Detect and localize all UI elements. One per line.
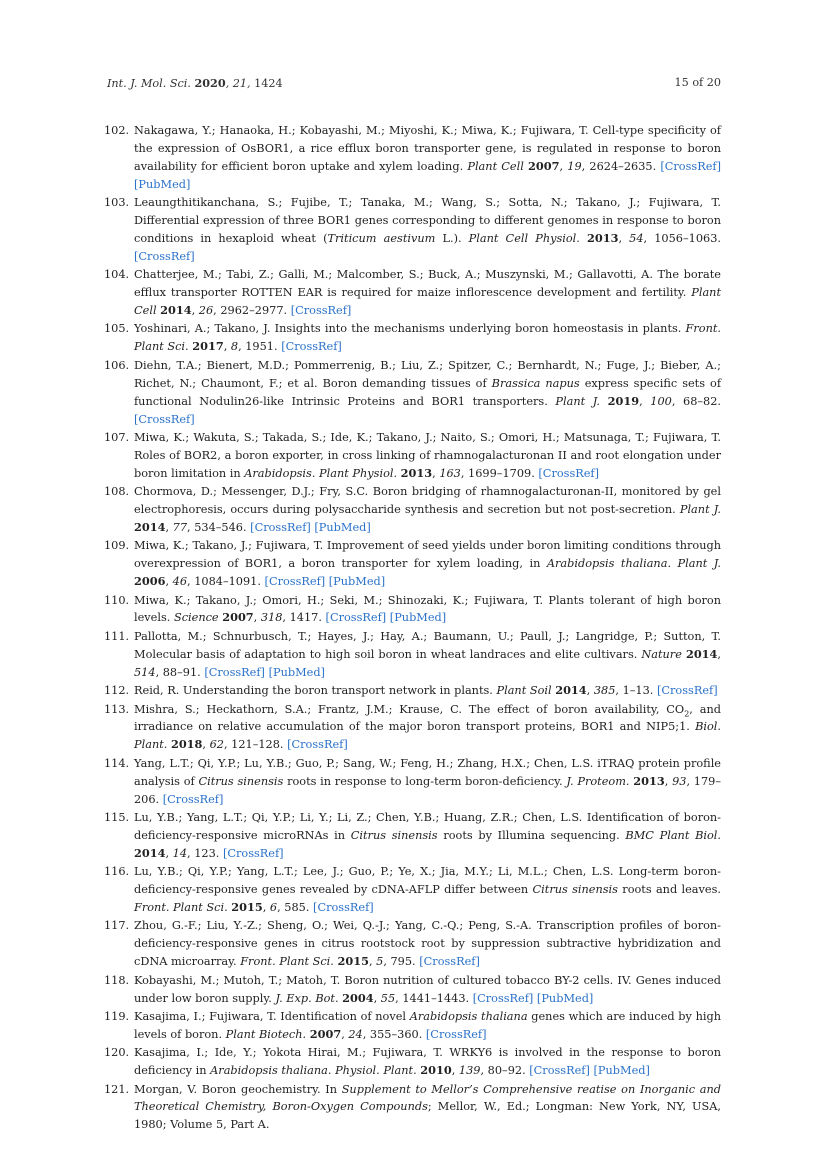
crossref-link[interactable]: [CrossRef] bbox=[250, 520, 311, 534]
crossref-link[interactable]: [CrossRef] bbox=[325, 611, 387, 625]
reference-item bbox=[104, 1044, 721, 1080]
crossref-link[interactable]: [CrossRef] bbox=[419, 955, 480, 969]
italic-text: 46 bbox=[172, 575, 188, 589]
italic-text: 26 bbox=[198, 304, 214, 318]
article-number: 1424 bbox=[254, 77, 283, 90]
reference-text: Nakagawa, Y.; Hanaoka, H.; Kobayashi, M.; Miyoshi, K.; Miwa, K.; Fujiwara, T. Cell-type specificity of the expression of OsBOR1, a rice efflux boron transporter gene, is regulated in response to boron availability for efficient boron uptake and xylem loading. bbox=[134, 124, 721, 173]
reference-item bbox=[104, 755, 721, 809]
italic-text: 55 bbox=[380, 991, 396, 1005]
year-text: 2004 bbox=[342, 990, 374, 1005]
reference-item bbox=[104, 592, 721, 628]
reference-item bbox=[104, 122, 721, 194]
reference-text: . bbox=[667, 557, 678, 571]
reference-list bbox=[104, 122, 721, 1135]
reference-text: Mishra, S.; Heckathorn, S.A.; Frantz, J.M.; Krause, C. The effect of boron availability, CO bbox=[134, 702, 685, 716]
reference-text: Kasajima, I.; Ide, Y.; Yokota Hirai, M.; Fujiwara, T. WRKY6 is involved in the response to boron deficiency in bbox=[134, 1046, 721, 1078]
reference-text: , bbox=[373, 991, 381, 1005]
reference-text: roots and leaves. bbox=[617, 883, 721, 897]
reference-number: 110. bbox=[104, 593, 130, 607]
reference-item bbox=[104, 1008, 721, 1044]
italic-text: 5 bbox=[376, 955, 384, 969]
reference-number: 105. bbox=[104, 322, 130, 336]
reference-text: , bbox=[165, 520, 173, 534]
italic-text: Citrus sinensis bbox=[350, 828, 438, 842]
italic-text: 14 bbox=[172, 846, 188, 860]
reference-number: 115. bbox=[104, 810, 130, 824]
reference-number: 108. bbox=[104, 485, 130, 499]
italic-text: 62 bbox=[209, 738, 224, 752]
reference-item bbox=[104, 809, 721, 863]
reference-text: , 1699–1709. bbox=[460, 466, 539, 480]
reference-text: , 534–546. bbox=[187, 520, 251, 534]
reference-item bbox=[104, 628, 721, 682]
italic-text: 24 bbox=[348, 1027, 363, 1041]
year-text: 2007 bbox=[528, 158, 560, 173]
italic-text: Front. Plant Sci. bbox=[134, 322, 721, 354]
year-text: 2014 bbox=[555, 683, 587, 698]
reference-number: 114. bbox=[104, 756, 130, 770]
reference-text: Yang, L.T.; Qi, Y.P.; Lu, Y.B.; Guo, P.; Sang, W.; Feng, H.; Zhang, H.X.; Chen, L.S. iTRAQ protein profile analysis of bbox=[134, 756, 721, 788]
italic-text: Front. Plant Sci. bbox=[134, 900, 228, 914]
italic-text: Arabidopsis thaliana bbox=[546, 557, 668, 571]
italic-text: Brassica napus bbox=[491, 376, 580, 390]
crossref-link[interactable]: [CrossRef] bbox=[660, 159, 721, 173]
reference-text: Miwa, K.; Takano, J.; Omori, H.; Seki, M.; Shinozaki, K.; Fujiwara, T. Plants tolerant of high boron levels. bbox=[134, 593, 721, 625]
reference-number: 112. bbox=[104, 684, 130, 698]
crossref-link[interactable]: [CrossRef] bbox=[472, 991, 534, 1005]
reference-text bbox=[600, 395, 608, 408]
reference-text: , bbox=[368, 955, 377, 969]
italic-text: 514 bbox=[134, 665, 156, 679]
reference-number: 117. bbox=[104, 919, 130, 933]
reference-text: , 123. bbox=[187, 846, 223, 860]
year-text: 2010 bbox=[420, 1063, 452, 1078]
reference-text: , bbox=[451, 1064, 459, 1078]
italic-text: 19 bbox=[567, 159, 582, 173]
reference-text: , bbox=[165, 575, 173, 589]
reference-text: , bbox=[191, 304, 199, 318]
crossref-link[interactable]: [CrossRef] bbox=[313, 900, 374, 914]
italic-text: 93 bbox=[672, 774, 687, 788]
italic-text: 54 bbox=[629, 231, 644, 245]
reference-item bbox=[104, 357, 721, 429]
reference-text: , 2962–2977. bbox=[213, 304, 291, 318]
italic-text: Plant J. bbox=[677, 557, 721, 571]
crossref-link[interactable]: [CrossRef] bbox=[529, 1064, 590, 1078]
reference-text: , bbox=[559, 159, 568, 173]
italic-text: 77 bbox=[172, 520, 188, 534]
journal-name: Int. J. Mol. Sci. bbox=[107, 77, 191, 90]
pubmed-link[interactable]: [PubMed] bbox=[389, 611, 447, 625]
crossref-link[interactable]: [CrossRef] bbox=[656, 684, 718, 698]
reference-item bbox=[104, 320, 721, 356]
crossref-link[interactable]: [CrossRef] bbox=[281, 340, 342, 354]
italic-text: Front. Plant Sci. bbox=[240, 955, 334, 969]
reference-text: , bbox=[639, 394, 651, 408]
reference-text: ; Mellor, W., Ed.; Longman: New York, NY, USA, 1980; Volume 5, Part A. bbox=[134, 1100, 722, 1132]
italic-text: 6 bbox=[269, 900, 278, 914]
crossref-link[interactable]: [CrossRef] bbox=[264, 575, 326, 589]
reference-text bbox=[580, 232, 587, 245]
reference-text: , and irradiance on relative accumulation of the major boron transport proteins, BOR1 and NIP5;1. bbox=[134, 702, 721, 734]
year-text: 2014 bbox=[685, 646, 718, 661]
reference-text: , bbox=[165, 846, 173, 860]
crossref-link[interactable]: [CrossRef] bbox=[290, 304, 352, 318]
reference-text: , bbox=[202, 738, 210, 752]
reference-number: 102. bbox=[104, 124, 130, 137]
reference-text: , 795. bbox=[383, 955, 420, 969]
reference-item bbox=[104, 863, 721, 917]
italic-text: Plant Biotech. bbox=[225, 1027, 307, 1041]
reference-text: , 1417. bbox=[282, 611, 326, 625]
italic-text: Arabidopsis bbox=[244, 466, 312, 480]
reference-item bbox=[104, 266, 721, 320]
pubmed-link[interactable]: [PubMed] bbox=[536, 991, 594, 1005]
reference-text: Reid, R. Understanding the boron transport network in plants. bbox=[134, 684, 497, 698]
reference-text: , 1056–1063. bbox=[643, 231, 721, 245]
reference-number: 107. bbox=[104, 430, 130, 444]
reference-text: , 2624–2635. bbox=[581, 159, 661, 173]
reference-text: express specific sets of functional Nodulin26-like Intrinsic Proteins and BOR1 transporters. bbox=[134, 376, 721, 408]
reference-text: . bbox=[311, 466, 320, 480]
reference-text: Leaungthitikanchana, S.; Fujibe, T.; Tanaka, M.; Wang, S.; Sotta, N.; Takano, J.; Fujiwara, T. Differential expression of three BOR1 genes corresponding to different genomes in response to boron conditions in hexaploid wheat ( bbox=[134, 196, 721, 245]
year-text: 2007 bbox=[309, 1026, 342, 1041]
reference-text: Diehn, T.A.; Bienert, M.D.; Pommerrenig, B.; Liu, Z.; Spitzer, C.; Bernhardt, N.; Fuge, J.; Bieber, A.; Richet, N.; Chaumont, F.; et al. Boron demanding tissues of bbox=[134, 358, 721, 390]
reference-text: , bbox=[253, 611, 261, 625]
reference-text: , 179–206. bbox=[134, 774, 722, 806]
crossref-link[interactable]: [CrossRef] bbox=[162, 792, 224, 806]
year-text: 2013 bbox=[633, 773, 665, 788]
reference-text: Miwa, K.; Takano, J.; Fujiwara, T. Improvement of seed yields under boron limiting conditions through overexpression of BOR1, a boron transporter for xylem loading, in bbox=[134, 539, 721, 571]
reference-text: , bbox=[262, 900, 270, 914]
italic-text: Citrus sinensis bbox=[532, 883, 618, 897]
italic-text: Triticum aestivum bbox=[327, 231, 436, 245]
reference-text: , 88–91. bbox=[155, 665, 205, 679]
reference-text: , 585. bbox=[277, 900, 314, 914]
reference-text: Kasajima, I.; Fujiwara, T. Identification of novel bbox=[134, 1009, 410, 1023]
crossref-link[interactable]: [CrossRef] bbox=[538, 466, 600, 480]
reference-text: roots by Illumina sequencing. bbox=[437, 828, 626, 842]
reference-item bbox=[104, 483, 721, 537]
journal-year: 2020 bbox=[194, 76, 226, 90]
reference-item bbox=[104, 429, 721, 483]
reference-text: Yoshinari, A.; Takano, J. Insights into the mechanisms underlying boron homeostasis in plants. bbox=[134, 322, 686, 336]
reference-number: 118. bbox=[104, 973, 130, 987]
reference-text: Chatterjee, M.; Tabi, Z.; Galli, M.; Malcomber, S.; Buck, A.; Muszynski, M.; Gallavotti, A. The borate efflux transporter ROTTEN EAR is required for maize inflorescence development and fertility. bbox=[134, 268, 721, 300]
italic-text: 8 bbox=[230, 340, 239, 354]
reference-text: , bbox=[223, 340, 231, 354]
subscript: 2 bbox=[684, 708, 690, 718]
reference-text: Miwa, K.; Wakuta, S.; Takada, S.; Ide, K.; Takano, J.; Naito, S.; Omori, H.; Matsunaga, T.; Fujiwara, T. Roles of BOR2, a boron exporter, in cross linking of rhamnogalacturonan II and root elongation under boron limitation in bbox=[134, 430, 721, 480]
italic-text: Science bbox=[173, 611, 219, 625]
reference-number: 106. bbox=[104, 358, 130, 372]
reference-number: 104. bbox=[104, 268, 130, 282]
italic-text: Plant Soil bbox=[496, 684, 552, 698]
pubmed-link[interactable]: [PubMed] bbox=[593, 1064, 650, 1078]
reference-text: , 1–13. bbox=[615, 684, 657, 698]
crossref-link[interactable]: [CrossRef] bbox=[134, 249, 195, 263]
reference-text: , bbox=[664, 774, 673, 788]
reference-text: genes which are induced by high levels of boron. bbox=[134, 1009, 721, 1041]
page-number: 15 of 20 bbox=[674, 76, 721, 89]
italic-text: BMC Plant Biol. bbox=[625, 828, 721, 842]
crossref-link[interactable]: [CrossRef] bbox=[134, 412, 195, 426]
italic-text: 139 bbox=[458, 1064, 481, 1078]
year-text: 2014 bbox=[134, 845, 166, 860]
italic-text: Physiol. Plant. bbox=[335, 1064, 417, 1078]
reference-item bbox=[104, 972, 721, 1008]
reference-item bbox=[104, 917, 721, 971]
reference-item bbox=[104, 194, 721, 266]
reference-number: 111. bbox=[104, 629, 130, 643]
reference-text: , bbox=[717, 647, 721, 661]
italic-text: Arabidopsis thaliana bbox=[210, 1064, 328, 1078]
reference-text: Zhou, G.-F.; Liu, Y.-Z.; Sheng, O.; Wei, Q.-J.; Yang, C.-Q.; Peng, S.-A. Transcription profiles of boron-deficiency-responsive genes in citrus rootstock root by suppression subtractive hybridization and cDNA microarray. bbox=[134, 919, 721, 969]
reference-number: 113. bbox=[104, 702, 130, 716]
crossref-link[interactable]: [CrossRef] bbox=[425, 1027, 487, 1041]
reference-number: 109. bbox=[104, 539, 130, 553]
reference-number: 121. bbox=[104, 1082, 130, 1096]
italic-text: Supplement to Mellor’s Comprehensive reatise on Inorganic and Theoretical Chemistry, Boron-Oxygen Compounds bbox=[134, 1082, 721, 1114]
reference-text: , 80–92. bbox=[480, 1064, 530, 1078]
year-text: 2019 bbox=[607, 393, 640, 408]
italic-text: Plant Cell bbox=[134, 286, 721, 318]
reference-text: , 68–82. bbox=[671, 394, 722, 408]
pubmed-link[interactable]: [PubMed] bbox=[268, 665, 325, 679]
year-text: 2014 bbox=[134, 519, 166, 534]
italic-text: 163 bbox=[439, 466, 461, 480]
pubmed-link[interactable]: [PubMed] bbox=[134, 177, 191, 191]
year-text: 2007 bbox=[222, 610, 254, 625]
reference-text: , bbox=[432, 466, 440, 480]
journal-citation: Int. J. Mol. Sci. 2020, 21, 1424 bbox=[107, 76, 283, 90]
reference-text: Kobayashi, M.; Mutoh, T.; Matoh, T. Boron nutrition of cultured tobacco BY-2 cells. IV. Genes induced under low boron supply. bbox=[134, 973, 721, 1005]
reference-text: , 1084–1091. bbox=[187, 575, 265, 589]
reference-item bbox=[104, 701, 721, 755]
reference-text: , bbox=[618, 231, 630, 245]
reference-text: , 121–128. bbox=[223, 738, 288, 752]
italic-text: Citrus sinensis bbox=[198, 774, 284, 788]
reference-text: Morgan, V. Boron geochemistry. In bbox=[134, 1082, 342, 1096]
reference-text: Chormova, D.; Messenger, D.J.; Fry, S.C. Boron bridging of rhamnogalacturonan-II, monitored by gel electrophoresis, occurs during polysaccharide synthesis and secretion but not post-secretion. bbox=[134, 485, 721, 517]
italic-text: 385 bbox=[593, 684, 616, 698]
italic-text: Plant Cell bbox=[467, 159, 524, 173]
year-text: 2006 bbox=[134, 574, 166, 589]
year-text: 2015 bbox=[337, 954, 369, 969]
italic-text: Nature bbox=[641, 647, 682, 661]
year-text: 2014 bbox=[160, 303, 192, 318]
italic-text: Biol. Plant. bbox=[134, 720, 721, 752]
reference-text: . bbox=[327, 1064, 336, 1078]
journal-volume: 21 bbox=[232, 77, 247, 90]
reference-text: L.). bbox=[435, 231, 469, 245]
reference-text: , 1951. bbox=[238, 340, 282, 354]
reference-number: 120. bbox=[104, 1046, 130, 1060]
reference-text: Lu, Y.B.; Qi, Y.P.; Yang, L.T.; Lee, J.; Guo, P.; Ye, X.; Jia, M.Y.; Li, M.L.; Chen, L.S. Long-term boron-deficiency-responsive genes revealed by cDNA-AFLP differ between bbox=[134, 865, 721, 897]
crossref-link[interactable]: [CrossRef] bbox=[204, 665, 265, 679]
italic-text: Plant J. bbox=[679, 503, 721, 517]
reference-text: , bbox=[586, 684, 594, 698]
reference-item bbox=[104, 682, 721, 700]
italic-text: Plant J. bbox=[555, 394, 600, 408]
year-text: 2015 bbox=[231, 899, 263, 914]
reference-text: roots in response to long-term boron-deficiency. bbox=[283, 774, 567, 788]
reference-item bbox=[104, 537, 721, 591]
reference-text: , 1441–1443. bbox=[395, 991, 473, 1005]
reference-number: 119. bbox=[104, 1009, 130, 1023]
reference-text: , 355–360. bbox=[362, 1027, 426, 1041]
crossref-link[interactable]: [CrossRef] bbox=[222, 846, 284, 860]
italic-text: 100 bbox=[650, 394, 672, 408]
reference-text: Lu, Y.B.; Yang, L.T.; Qi, Y.P.; Li, Y.; Li, Z.; Chen, Y.B.; Huang, Z.R.; Chen, L.S. Identification of boron-deficiency-responsive microRNAs in bbox=[134, 810, 721, 842]
year-text: 2017 bbox=[192, 339, 224, 354]
reference-number: 116. bbox=[104, 865, 130, 879]
italic-text: Plant Physiol. bbox=[319, 466, 398, 480]
reference-number: 103. bbox=[104, 196, 130, 210]
page-header bbox=[107, 76, 721, 96]
italic-text: Arabidopsis thaliana bbox=[409, 1009, 528, 1023]
reference-item bbox=[104, 1081, 721, 1135]
year-text: 2013 bbox=[400, 465, 433, 480]
year-text: 2018 bbox=[170, 737, 203, 752]
italic-text: 318 bbox=[260, 611, 283, 625]
reference-text: Pallotta, M.; Schnurbusch, T.; Hayes, J.; Hay, A.; Baumann, U.; Paull, J.; Langridge, P.; Sutton, T. Molecular basis of adaptation to high soil boron in wheat landraces and elite cultivars. bbox=[134, 629, 721, 661]
year-text: 2013 bbox=[587, 230, 619, 245]
italic-text: J. Exp. Bot. bbox=[275, 991, 339, 1005]
italic-text: Plant Cell Physiol. bbox=[468, 231, 580, 245]
reference-text: , bbox=[341, 1027, 349, 1041]
crossref-link[interactable]: [CrossRef] bbox=[287, 738, 348, 752]
pubmed-link[interactable]: [PubMed] bbox=[328, 575, 386, 589]
italic-text: J. Proteom. bbox=[566, 774, 630, 788]
pubmed-link[interactable]: [PubMed] bbox=[314, 520, 371, 534]
